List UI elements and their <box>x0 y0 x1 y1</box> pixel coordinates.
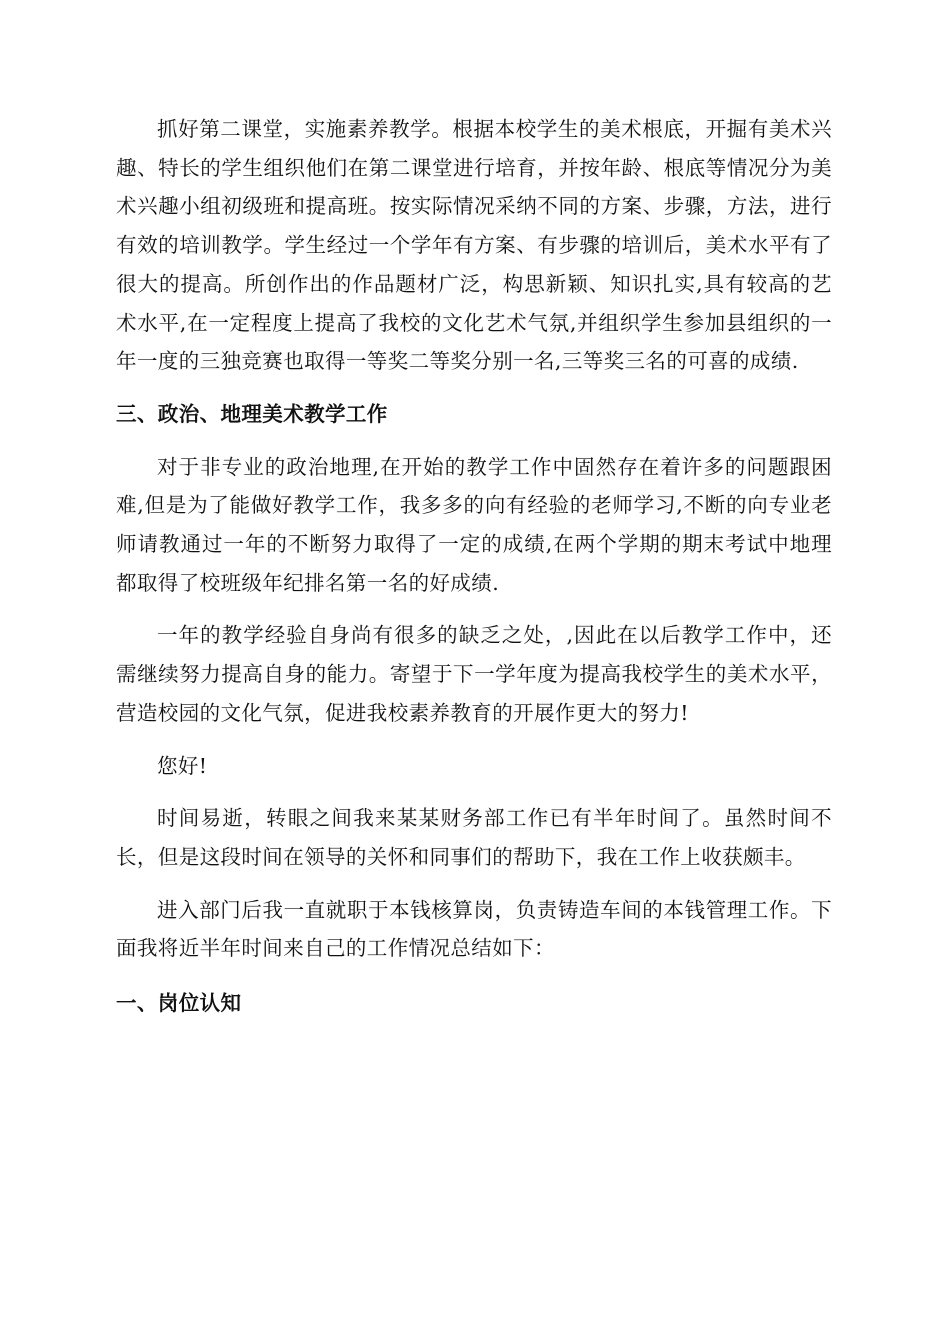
paragraph-cost-accounting: 进入部门后我一直就职于本钱核算岗，负责铸造车间的本钱管理工作。下面我将近半年时间来自己的工作情况总结如下： <box>116 897 832 961</box>
paragraph-time-passes: 时间易逝，转眼之间我来某某财务部工作已有半年时间了。虽然时间不长，但是这段时间在领导的关怀和同事们的帮助下，我在工作上收获颇丰。 <box>116 806 832 869</box>
section-heading-politics-geography: 三、政治、地理美术教学工作 <box>116 401 388 426</box>
paragraph-art-extracurricular: 抓好第二课堂，实施素养教学。根据本校学生的美术根底，开掘有美术兴趣、特长的学生组织他们在第二课堂进行培育，并按年龄、根底等情况分为美术兴趣小组初级班和提高班。按实际情况采纳不同的方案、步骤，方法，进行有效的培训教学。学生经过一个学年有方案、有步骤的培训后，美术水平有了很大的提高。所创作出的作品题材广泛，构思新颖、知识扎实,具有较高的艺术水平,在一定程度上提高了我校的文化艺术气氛,并组织学生参加县组织的一年一度的三独竞赛也取得一等奖二等奖分别一名,三等奖三名的可喜的成绩. <box>116 117 832 374</box>
spacer <box>116 733 832 747</box>
spacer <box>116 877 832 891</box>
paragraph-greeting: 您好! <box>157 753 208 778</box>
section-heading-job-awareness: 一、岗位认知 <box>116 991 242 1016</box>
paragraph-politics-geography: 对于非专业的政治地理,在开始的教学工作中固然存在着许多的问题跟困难,但是为了能做好教学工作，我多多的向有经验的老师学习,不断的向专业老师请教通过一年的不断努力取得了一定的成绩,在两个学期的期末考试中地理都取得了校班级年纪排名第一名的好成绩. <box>116 454 832 595</box>
spacer <box>116 434 832 448</box>
paragraph-shortcomings: 一年的教学经验自身尚有很多的缺乏之处，,因此在以后教学工作中，还需继续努力提高自身的能力。寄望于下一学年度为提高我校学生的美术水平，营造校园的文化气氛，促进我校素养教育的开展作更大的努力! <box>116 623 832 725</box>
spacer <box>116 785 832 799</box>
spacer <box>116 602 832 616</box>
spacer <box>116 968 832 984</box>
document-page <box>116 110 832 1023</box>
spacer <box>116 381 832 395</box>
